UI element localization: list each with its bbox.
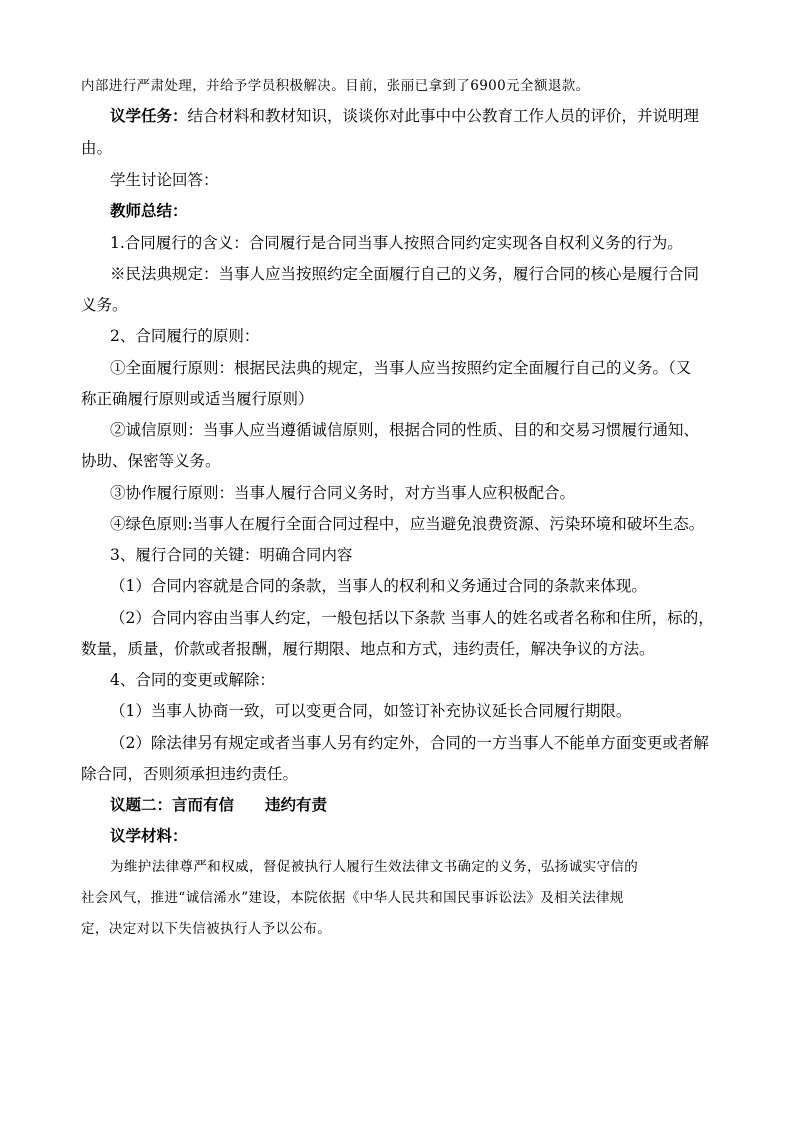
section-2-title: 2、合同履行的原则：	[110, 327, 260, 345]
student-answer-label: 学生讨论回答：	[110, 171, 219, 189]
section-4-point-2-line-1: （2）除法律另有规定或者当事人另有约定外，合同的一方当事人不能单方面变更或者解	[110, 734, 709, 752]
section-3-point-2-line-1: （2）合同内容由当事人约定，一般包括以下条款 当事人的姓名或者名称和住所，标的，	[110, 609, 714, 627]
task-text: 结合材料和教材知识，谈谈你对此事中中公教育工作人员的评价，并说明理	[187, 107, 700, 125]
section-1-note-line-1: ※民法典规定：当事人应当按照约定全面履行自己的义务，履行合同的核心是履行合同	[110, 265, 700, 283]
section-1-note-line-2: 义务。	[81, 296, 128, 314]
principle-3: ③协作履行原则：当事人履行合同义务时，对方当事人应积极配合。	[110, 484, 576, 502]
section-3-title: 3、履行合同的关键：明确合同内容	[110, 546, 353, 564]
principle-2-line-1: ②诚信原则：当事人应当遵循诚信原则，根据合同的性质、目的和交易习惯履行通知、	[110, 421, 700, 439]
principle-4: ④绿色原则:当事人在履行全面合同过程中，应当避免浪费资源、污染环境和破坏生态。	[110, 515, 705, 533]
section-4-point-1: （1）当事人协商一致，可以变更合同，如签订补充协议延长合同履行期限。	[110, 702, 632, 720]
section-4-title: 4、合同的变更或解除：	[110, 671, 275, 689]
section-4-point-2-line-2: 除合同，否则须承担违约责任。	[81, 765, 299, 783]
material-label: 议学材料：	[110, 826, 188, 845]
task-label: 议学任务：	[110, 106, 188, 125]
material-line-3: 定，决定对以下失信被执行人予以公布。	[81, 921, 332, 937]
task-line-1	[110, 106, 722, 126]
material-line-2: 社会风气，推进“诚信浠水”建设，本院依据《中华人民共和国民事诉讼法》及相关法律规	[81, 890, 624, 906]
section-3-point-2-line-2: 数量，质量，价款或者报酬，履行期限、地点和方式，违约责任，解决争议的方法。	[81, 640, 655, 658]
material-line-1: 为维护法律尊严和权威，督促被执行人履行生效法律文书确定的义务，弘扬诚实守信的	[110, 859, 639, 875]
topic-2-heading: 议题二：言而有信 违约有责	[110, 795, 328, 814]
section-3-point-1: （1）合同内容就是合同的条款，当事人的权利和义务通过合同的条款来体现。	[110, 577, 647, 595]
principle-2-line-2: 协助、保密等义务。	[81, 452, 221, 470]
principle-1-line-1: ①全面履行原则：根据民法典的规定，当事人应当按照约定全面履行自己的义务。（又	[110, 359, 692, 377]
section-1-definition: 1.合同履行的含义：合同履行是合同当事人按照合同约定实现各自权利义务的行为。	[110, 234, 683, 252]
intro-paragraph: 内部进行严肃处理，并给予学员积极解决。目前，张丽已拿到了6900元全额退款。	[81, 78, 590, 94]
teacher-summary-heading: 教师总结：	[110, 201, 188, 220]
principle-1-line-2: 称正确履行原则或适当履行原则）	[81, 390, 314, 408]
task-line-2: 由。	[81, 139, 113, 157]
